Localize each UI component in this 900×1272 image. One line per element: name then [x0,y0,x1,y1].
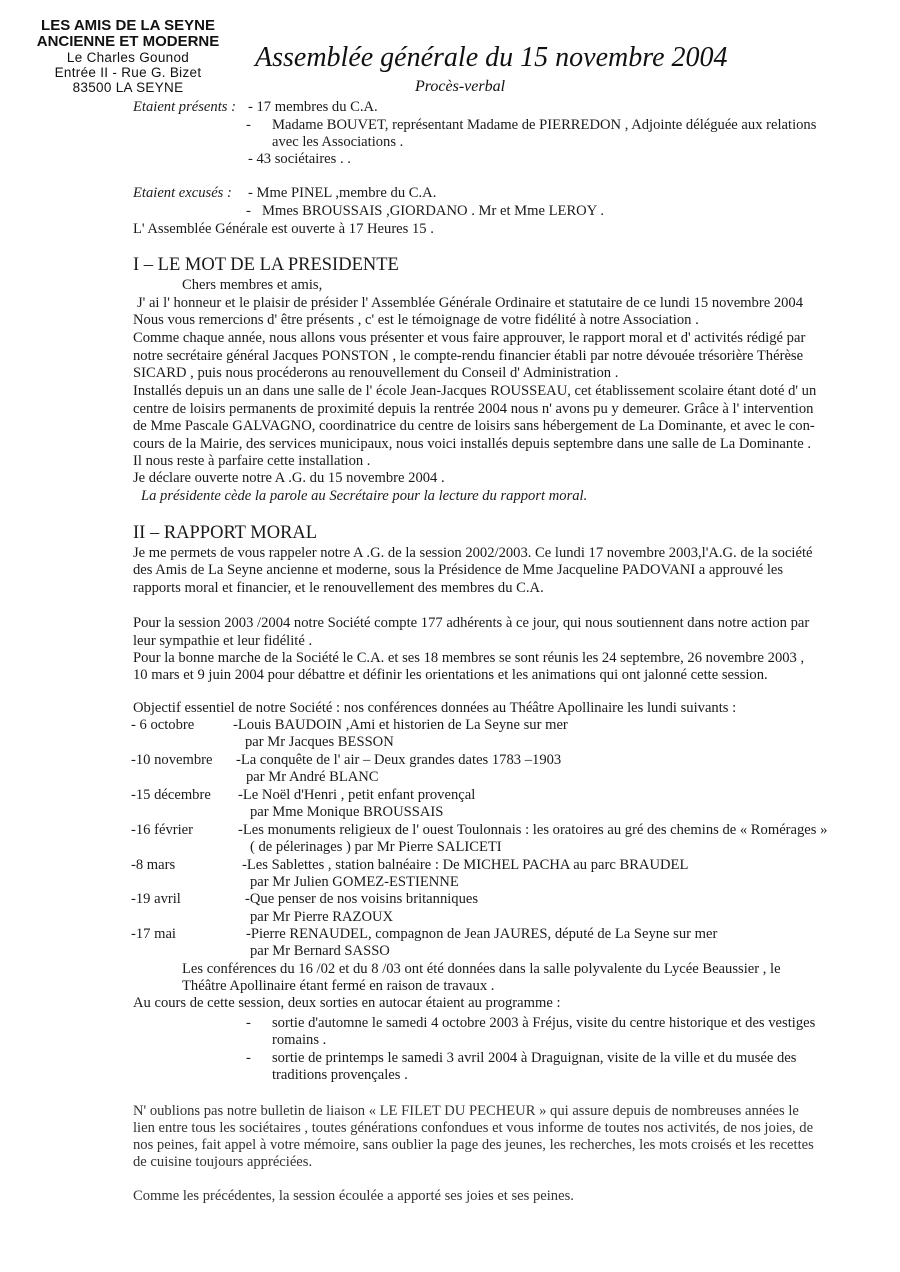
paragraph-line: Objectif essentiel de notre Société : nos conférences données au Théâtre Apollinaire les lundi suivants : [133,700,737,716]
attendance-line: Madame BOUVET, représentant Madame de PIERREDON , Adjointe déléguée aux relations [272,117,817,133]
conference-title: -Pierre RENAUDEL, compagnon de Jean JAURES, député de La Seyne sur mer [246,926,718,942]
opening-line: L' Assemblée Générale est ouverte à 17 Heures 15 . [133,221,434,237]
paragraph-line: Chers membres et amis, [182,277,323,293]
excused-line: - Mme PINEL ,membre du C.A. [248,185,437,201]
conference-title: -La conquête de l' air – Deux grandes dates 1783 –1903 [236,752,562,768]
outing-line: romains . [272,1032,327,1048]
conference-speaker: par Mr Bernard SASSO [250,943,390,959]
excused-line: Mmes BROUSSAIS ,GIORDANO . Mr et Mme LEROY . [262,203,605,219]
paragraph-line: 10 mars et 9 juin 2004 pour débattre et définir les orientations et les animations qui ont jalonné cette session. [133,667,768,683]
conference-date: -17 mai [131,926,176,942]
conference-date: -16 février [131,822,193,838]
italic-note: La présidente cède la parole au Secrétaire pour la lecture du rapport moral. [141,488,588,504]
paragraph-line: nos peines, fait appel à votre mémoire, sans oublier la page des jeunes, les recherches, les mots croisés et les recettes [133,1137,814,1153]
paragraph-line: Pour la bonne marche de la Société le C.A. et ses 18 membres se sont réunis les 24 septembre, 26 novembre 2003 , [133,650,805,666]
letterhead [28,18,228,95]
conference-title: -Le Noël d'Henri , petit enfant provençal [238,787,476,803]
letterhead-line: Le Charles Gounod [66,50,190,65]
paragraph-line: Nous vous remercions d' être présents , c' est le témoignage de votre fidélité à notre Association . [133,312,699,328]
paragraph-line: Il nous reste à parfaire cette installation . [133,453,371,469]
paragraph-line: Je déclare ouverte notre A .G. du 15 novembre 2004 . [133,470,445,486]
paragraph-line: de cuisine toujours appréciées. [133,1154,313,1170]
conference-date: -15 décembre [131,787,211,803]
paragraph-line: J' ai l' honneur et le plaisir de présider l' Assemblée Générale Ordinaire et statutaire de ce lundi 15 novembre 2004 [137,295,804,311]
conference-speaker: par Mr Jacques BESSON [245,734,394,750]
bullet-dash: - [246,1050,251,1066]
paragraph-line: centre de loisirs permanents de proximité depuis la rentrée 2004 nous n' avons pu y demeurer. Grâce à l' intervention [133,401,814,417]
conference-speaker: par Mme Monique BROUSSAIS [250,804,444,820]
attendance-line: - 17 membres du C.A. [248,99,378,115]
section-heading: II – RAPPORT MORAL [133,523,318,543]
attendance-line: avec les Associations . [272,134,404,150]
paragraph-line: cours de la Mairie, des services municipaux, nous voici installés depuis septembre dans une salle de La Dominante . [133,436,812,452]
bullet-dash: - [246,117,251,133]
paragraph-line: Au cours de cette session, deux sorties en autocar étaient au programme : [133,995,561,1011]
conference-date: -10 novembre [131,752,213,768]
paragraph-line: lien entre tous les sociétaires , toutes générations confondues et vous informe de toutes nos activités, de nos joies, de [133,1120,814,1136]
paragraph-line: SICARD , puis nous procéderons au renouvellement du Conseil d' Administration . [133,365,619,381]
outing-line: sortie d'automne le samedi 4 octobre 2003 à Fréjus, visite du centre historique et des vestiges [272,1015,816,1031]
conference-title: -Les monuments religieux de l' ouest Toulonnais : les oratoires au gré des chemins de « Romérages » [238,822,828,838]
paragraph-line: leur sympathie et leur fidélité . [133,633,313,649]
outing-line: sortie de printemps le samedi 3 avril 2004 à Draguignan, visite de la ville et du musée des [272,1050,797,1066]
conference-speaker: par Mr Pierre RAZOUX [250,909,394,925]
letterhead-line: ANCIENNE ET MODERNE [36,33,220,50]
paragraph-line: notre secrétaire général Jacques PONSTON , le compte-rendu financier établi par notre dévouée trésorière Thérèse [133,348,804,364]
conference-title: -Louis BAUDOIN ,Ami et historien de La Seyne sur mer [233,717,568,733]
outing-line: traditions provençales . [272,1067,408,1083]
paragraph-line: Comme les précédentes, la session écoulée a apporté ses joies et ses peines. [133,1188,574,1204]
conference-date: -19 avril [131,891,181,907]
paragraph-line: rapports moral et financier, et le renouvellement des membres du C.A. [133,580,544,596]
conference-title: -Les Sablettes , station balnéaire : De MICHEL PACHA au parc BRAUDEL [242,857,689,873]
paragraph-line: Les conférences du 16 /02 et du 8 /03 ont été données dans la salle polyvalente du Lycée Beaussier , le [182,961,781,977]
letterhead-line: 83500 LA SEYNE [72,80,184,95]
paragraph-line: Installés depuis un an dans une salle de l' école Jean-Jacques ROUSSEAU, cet établissement scolaire étant doté d' un [133,383,817,399]
paragraph-line: des Amis de La Seyne ancienne et moderne, sous la Présidence de Mme Jacqueline PADOVANI a approuvé les [133,562,784,578]
paragraph-line: N' oublions pas notre bulletin de liaison « LE FILET DU PECHEUR » qui assure depuis de nombreuses années le [133,1103,799,1119]
paragraph-line: Je me permets de vous rappeler notre A .G. de la session 2002/2003. Ce lundi 17 novembre 2003,l'A.G. de la société [133,545,813,561]
paragraph-line: Théâtre Apollinaire étant fermé en raison de travaux . [182,978,495,994]
conference-date: -8 mars [131,857,176,873]
document-subtitle: Procès-verbal [415,78,506,95]
attendance-line: - 43 sociétaires . . [248,151,351,167]
paragraph-line: Pour la session 2003 /2004 notre Société compte 177 adhérents à ce jour, qui nous soutiennent dans notre action par [133,615,810,631]
paragraph-line: Comme chaque année, nous allons vous présenter et vous faire approuver, le rapport moral et d' activités rédigé par [133,330,806,346]
conference-speaker: par Mr André BLANC [246,769,379,785]
paragraph-line: de Mme Pascale GALVAGNO, coordinatrice du centre de loisirs sans hébergement de La Dominante, et avec le con- [133,418,815,434]
conference-title: -Que penser de nos voisins britanniques [245,891,479,907]
conference-speaker: ( de pélerinages ) par Mr Pierre SALICETI [250,839,502,855]
letterhead-line: LES AMIS DE LA SEYNE [41,17,215,34]
letterhead-line: Entrée II - Rue G. Bizet [54,65,202,80]
bullet-dash: - [246,1015,251,1031]
excused-label: Etaient excusés : [133,185,232,201]
section-heading: I – LE MOT DE LA PRESIDENTE [133,255,399,275]
conference-speaker: par Mr Julien GOMEZ-ESTIENNE [250,874,459,890]
present-label: Etaient présents : [133,99,236,115]
conference-date: - 6 octobre [131,717,195,733]
bullet-dash: - [246,203,251,219]
document-title: Assemblée générale du 15 novembre 2004 [255,42,728,73]
